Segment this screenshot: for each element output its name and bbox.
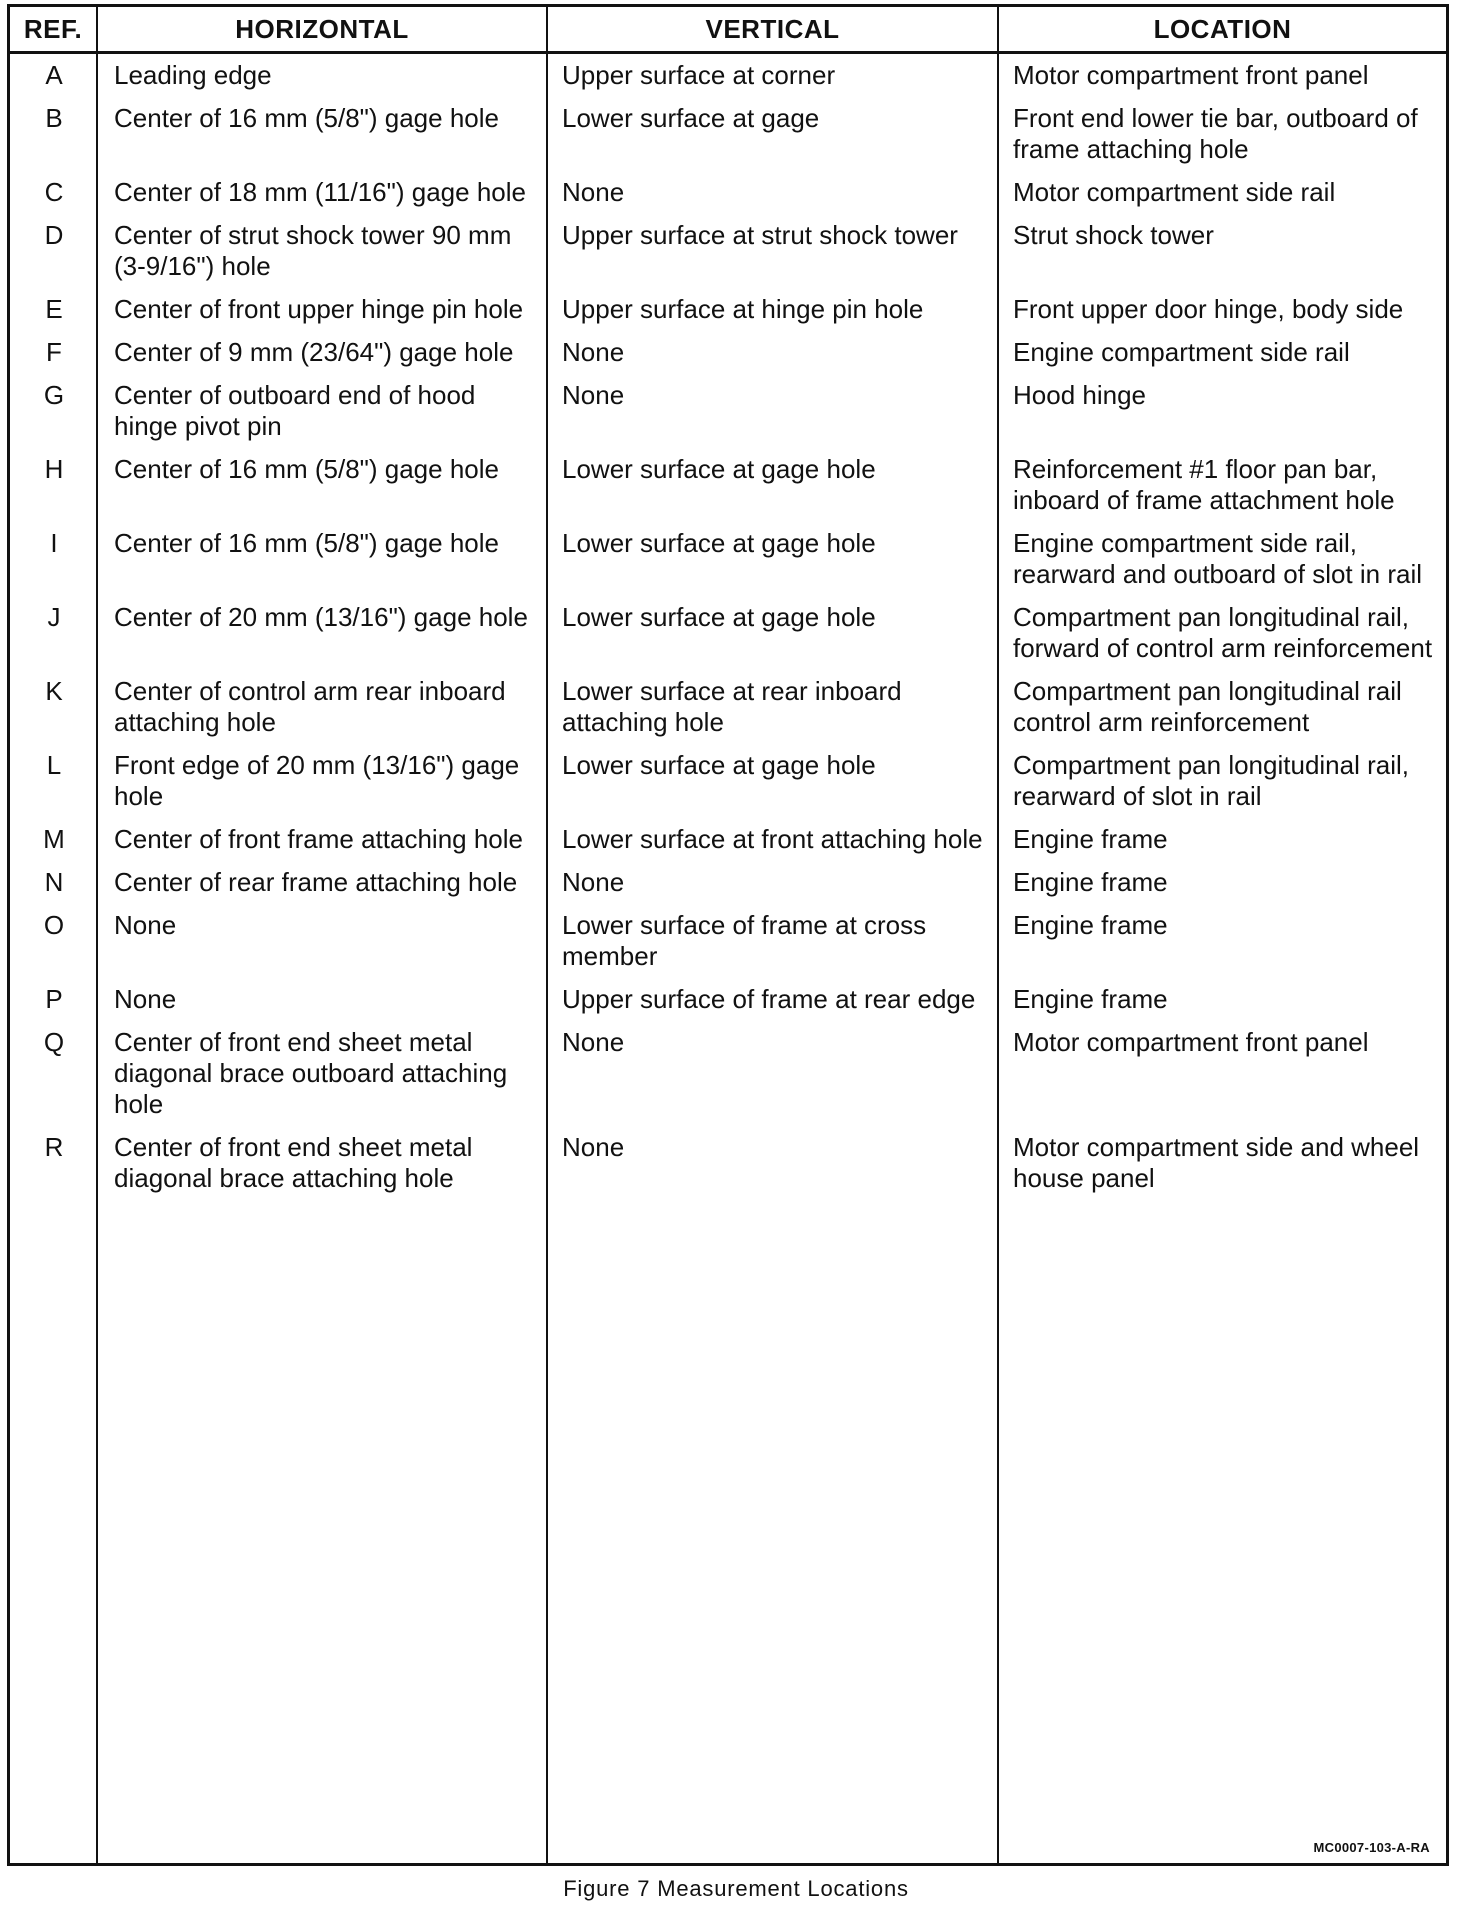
- table-row: [10, 522, 1446, 596]
- cell-ref: J: [47, 602, 61, 632]
- table-row: [10, 374, 1446, 448]
- cell-horizontal: Center of control arm rear inboard attaching hole: [114, 676, 506, 737]
- cell-horizontal: Center of 20 mm (13/16") gage hole: [114, 602, 528, 632]
- cell-location: Compartment pan longitudinal rail, forward of control arm reinforcement: [1013, 602, 1433, 663]
- table-row: [10, 288, 1446, 331]
- cell-ref: H: [44, 454, 64, 484]
- cell-location: Front upper door hinge, body side: [1013, 294, 1404, 324]
- table-row: [10, 670, 1446, 744]
- cell-vertical: None: [562, 337, 625, 367]
- cell-vertical: Lower surface at front attaching hole: [562, 824, 983, 854]
- cell-vertical: None: [562, 867, 625, 897]
- cell-ref: I: [50, 528, 58, 558]
- cell-ref: C: [44, 177, 64, 207]
- header-horizontal: HORIZONTAL: [235, 13, 409, 44]
- cell-horizontal: Center of 16 mm (5/8") gage hole: [114, 454, 499, 484]
- cell-ref: D: [44, 220, 64, 250]
- cell-vertical: Lower surface at rear inboard attaching hole: [562, 676, 902, 737]
- cell-horizontal: Center of front upper hinge pin hole: [114, 294, 524, 324]
- cell-horizontal: None: [114, 910, 177, 940]
- table-row: [10, 1021, 1446, 1126]
- cell-vertical: Lower surface of frame at cross member: [562, 910, 927, 971]
- header-location: LOCATION: [1153, 13, 1292, 44]
- cell-vertical: None: [562, 1027, 625, 1057]
- table-row: [10, 861, 1446, 904]
- cell-location: Compartment pan longitudinal rail, rearward of slot in rail: [1013, 750, 1409, 811]
- cell-vertical: Upper surface at corner: [562, 60, 836, 90]
- table-row: [10, 818, 1446, 861]
- table-row: [10, 448, 1446, 522]
- cell-horizontal: Center of front end sheet metal diagonal brace attaching hole: [114, 1132, 473, 1193]
- cell-location: Strut shock tower: [1013, 220, 1214, 250]
- table-row: [10, 331, 1446, 374]
- cell-horizontal: Center of outboard end of hood hinge pivot pin: [114, 380, 476, 441]
- cell-location: Front end lower tie bar, outboard of frame attaching hole: [1013, 103, 1418, 164]
- cell-vertical: Lower surface at gage hole: [562, 602, 876, 632]
- cell-location: Engine frame: [1013, 824, 1168, 854]
- cell-horizontal: Leading edge: [114, 60, 272, 90]
- cell-horizontal: Center of 16 mm (5/8") gage hole: [114, 103, 499, 133]
- cell-ref: Q: [43, 1027, 65, 1057]
- header-ref: REF.: [23, 13, 83, 44]
- cell-ref: G: [43, 380, 65, 410]
- table-row: [10, 214, 1446, 288]
- cell-vertical: Lower surface at gage: [562, 103, 820, 133]
- table-row: [10, 1126, 1446, 1200]
- cell-location: Motor compartment side and wheel house panel: [1013, 1132, 1420, 1193]
- cell-location: Reinforcement #1 floor pan bar, inboard of frame attachment hole: [1013, 454, 1395, 515]
- header-vertical: VERTICAL: [705, 13, 840, 44]
- figure-caption: Figure 7 Measurement Locations: [563, 1876, 909, 1901]
- cell-ref: R: [44, 1132, 64, 1162]
- cell-horizontal: Center of front frame attaching hole: [114, 824, 524, 854]
- cell-horizontal: Center of 16 mm (5/8") gage hole: [114, 528, 499, 558]
- cell-ref: E: [45, 294, 63, 324]
- cell-vertical: None: [562, 177, 625, 207]
- cell-ref: A: [45, 60, 63, 90]
- table-row: [10, 171, 1446, 214]
- cell-location: Engine compartment side rail: [1013, 337, 1350, 367]
- cell-vertical: None: [562, 380, 625, 410]
- cell-location: Motor compartment front panel: [1013, 60, 1369, 90]
- cell-vertical: Lower surface at gage hole: [562, 454, 876, 484]
- cell-ref: L: [46, 750, 62, 780]
- cell-ref: N: [44, 867, 64, 897]
- table-row: [10, 596, 1446, 670]
- cell-vertical: Upper surface of frame at rear edge: [562, 984, 976, 1014]
- table-body: [10, 54, 1446, 1200]
- table-row: [10, 97, 1446, 171]
- cell-ref: K: [45, 676, 63, 706]
- cell-horizontal: Center of 9 mm (23/64") gage hole: [114, 337, 514, 367]
- cell-horizontal: None: [114, 984, 177, 1014]
- cell-horizontal: Center of 18 mm (11/16") gage hole: [114, 177, 526, 207]
- table-row: [10, 904, 1446, 978]
- table-row: [10, 54, 1446, 97]
- cell-location: Engine frame: [1013, 867, 1168, 897]
- cell-ref: B: [45, 103, 63, 133]
- cell-location: Engine frame: [1013, 910, 1168, 940]
- cell-location: Engine compartment side rail, rearward and outboard of slot in rail: [1013, 528, 1423, 589]
- cell-vertical: Lower surface at gage hole: [562, 528, 876, 558]
- cell-ref: M: [43, 824, 65, 854]
- cell-vertical: Upper surface at strut shock tower: [562, 220, 958, 250]
- table-row: [10, 978, 1446, 1021]
- cell-vertical: Lower surface at gage hole: [562, 750, 876, 780]
- cell-horizontal: Center of rear frame attaching hole: [114, 867, 518, 897]
- table-row: [10, 744, 1446, 818]
- cell-horizontal: Center of front end sheet metal diagonal brace outboard attaching hole: [114, 1027, 508, 1119]
- cell-horizontal: Center of strut shock tower 90 mm (3-9/16") hole: [114, 220, 512, 281]
- cell-location: Motor compartment side rail: [1013, 177, 1336, 207]
- cell-location: Motor compartment front panel: [1013, 1027, 1369, 1057]
- cell-vertical: Upper surface at hinge pin hole: [562, 294, 924, 324]
- cell-vertical: None: [562, 1132, 625, 1162]
- cell-ref: P: [45, 984, 63, 1014]
- cell-horizontal: Front edge of 20 mm (13/16") gage hole: [114, 750, 520, 811]
- cell-location: Engine frame: [1013, 984, 1168, 1014]
- cell-ref: O: [43, 910, 65, 940]
- cell-location: Compartment pan longitudinal rail control arm reinforcement: [1013, 676, 1402, 737]
- measurement-table: [7, 4, 1449, 1866]
- cell-ref: F: [46, 337, 62, 367]
- figure-code: MC0007-103-A-RA: [1313, 1840, 1430, 1855]
- cell-location: Hood hinge: [1013, 380, 1146, 410]
